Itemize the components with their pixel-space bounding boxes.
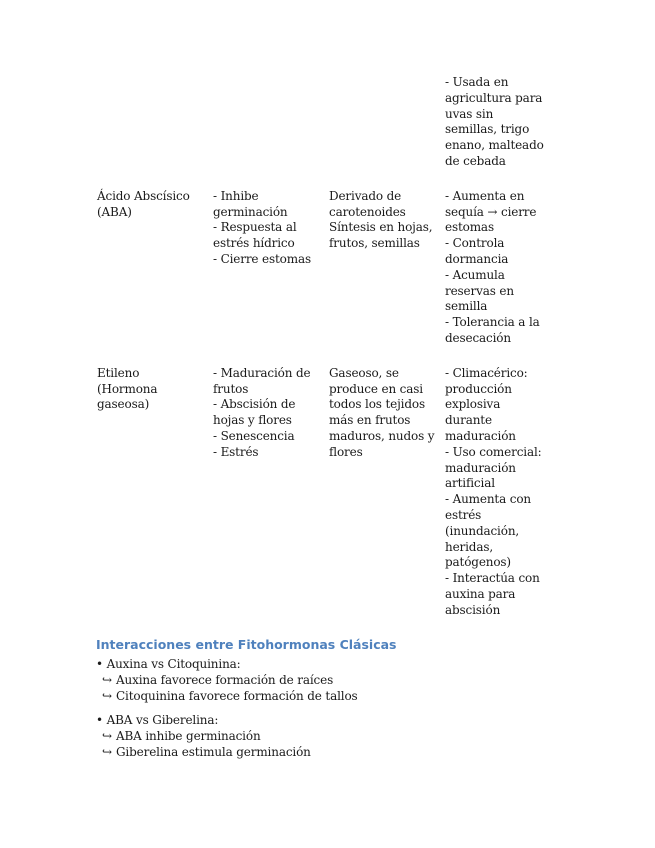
functions-cell [208,364,324,636]
note-line: - Aumenta en sequía → cierre estomas [445,188,537,235]
origin-line: Síntesis en hojas, frutos, semillas [329,220,433,251]
sub-item [96,729,556,745]
note-line: - Tolerancia a la desecación [445,315,540,345]
hormone-name-cell [92,364,208,636]
bullet-item: • Auxina vs Citoquinina: [96,657,241,671]
notes-cell [440,364,552,636]
note-line: - Uso comercial: maduración artificial [445,444,542,491]
interaction-group [96,713,556,760]
return-arrow-icon: ↪ [102,672,112,687]
notes-cell [440,73,552,187]
origin-line: Derivado de carotenoides [329,188,406,219]
origin-cell [324,73,440,187]
note-line: - Aumenta con estrés (inundación, heridas, patógenos) [445,492,531,570]
note-line: - Acumula reservas en semilla [445,267,514,314]
interactions-section [96,636,556,770]
hormone-name-cell [92,187,208,364]
sub-item [96,673,556,689]
section-heading: Interacciones entre Fitohormonas Clásicas [96,637,397,652]
function-line: - Respuesta al estrés hídrico [213,220,297,251]
sub-item-text: Giberelina estimula germinación [116,744,311,759]
hormone-name: Ácido Abscísico (ABA) [97,188,190,219]
note-line: - Interactúa con auxina para abscisión [445,571,540,617]
table-row [92,364,552,636]
function-line: - Maduración de frutos [213,365,311,396]
return-arrow-icon: ↪ [102,688,112,703]
function-line: - Abscisión de hojas y flores [213,397,296,428]
function-line: - Senescencia [213,428,295,443]
hormone-name: Etileno (Hormona gaseosa) [97,365,158,412]
hormone-table [92,73,552,636]
origin-cell [324,187,440,364]
sub-item [96,689,556,705]
return-arrow-icon: ↪ [102,744,112,759]
sub-item-text: Auxina favorece formación de raíces [116,672,334,687]
interaction-group [96,657,556,704]
sub-item-text: ABA inhibe germinación [116,729,261,744]
functions-cell [208,187,324,364]
note-line: - Controla dormancia [445,236,509,266]
table-row [92,73,552,187]
bullet-item: • ABA vs Giberelina: [96,713,219,728]
origin-line: Gaseoso, se produce en casi todos los tejidos más en frutos maduros, nudos y flores [329,365,435,459]
return-arrow-icon: ↪ [102,729,112,744]
functions-cell [208,73,324,187]
note-line: - Usada en agricultura para uvas sin semillas, trigo enano, malteado de cebada [445,75,544,168]
sub-item-text: Citoquinina favorece formación de tallos [116,688,358,703]
table-row [92,187,552,364]
function-line: - Inhibe germinación [213,188,288,219]
sub-item [96,745,556,761]
notes-cell [440,187,552,364]
hormone-name-cell [92,73,208,187]
note-line: - Climacérico: producción explosiva durante maduración [445,365,528,443]
function-line: - Estrés [213,444,259,459]
function-line: - Cierre estomas [213,251,311,266]
origin-cell [324,364,440,636]
